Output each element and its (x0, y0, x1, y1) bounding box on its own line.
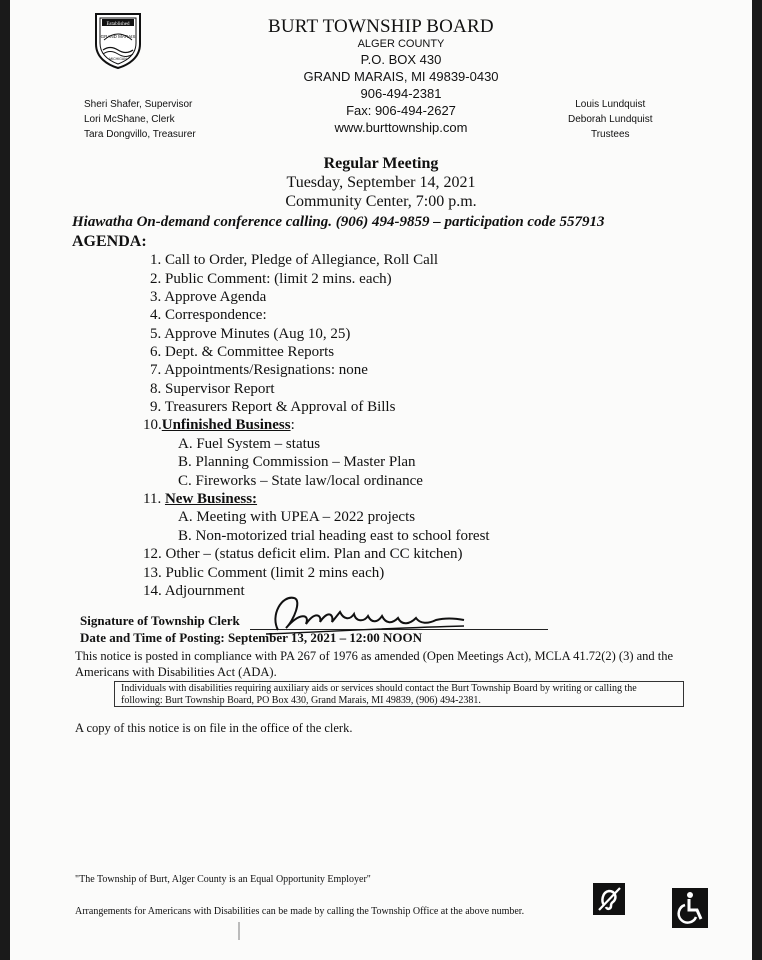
agenda-text: Correspondence: (165, 307, 267, 323)
agenda-number: 4. (150, 307, 162, 323)
trustees-list (568, 97, 653, 142)
agenda-letter: A. (178, 509, 193, 525)
agenda-text: Supervisor Report (165, 381, 275, 397)
officer-supervisor: Sheri Shafer, Supervisor (84, 99, 193, 110)
trustee-name: Louis Lundquist (575, 99, 646, 110)
agenda-subitem (178, 454, 416, 471)
officer-treasurer: Tara Dongvillo, Treasurer (84, 129, 196, 140)
city-line: GRAND MARAIS, MI 49839-0430 (303, 69, 499, 84)
fax-line: Fax: 906-494-2627 (346, 103, 456, 118)
agenda-number: 8. (150, 381, 162, 397)
po-box-line: P.O. BOX 430 (360, 52, 442, 67)
agenda-item (143, 546, 463, 563)
agenda-text: Adjournment (164, 583, 245, 599)
agenda-item (143, 491, 257, 508)
board-title: BURT TOWNSHIP BOARD (268, 16, 494, 37)
agenda-colon: : (290, 417, 295, 433)
meeting-title: Regular Meeting (323, 155, 439, 172)
agenda-text: Treasurers Report & Approval of Bills (164, 399, 396, 415)
agenda-item (150, 252, 438, 269)
agenda-subitem (178, 528, 490, 545)
agenda-text: Fireworks – State law/local ordinance (195, 473, 423, 489)
scan-mark (238, 922, 240, 940)
wheelchair-accessibility-icon (672, 888, 708, 928)
section-heading-unfinished: Unfinished Business (161, 417, 291, 433)
county-line: ALGER COUNTY (357, 38, 445, 50)
conference-call-info: Hiawatha On-demand conference calling. (906) 494-9859 – participation code 557913 (72, 214, 605, 230)
agenda-number: 13. (143, 565, 162, 581)
agenda-letter: C. (178, 473, 192, 489)
seal-text-bottom: MICHIGAN (109, 57, 127, 61)
agenda-number: 10. (143, 417, 162, 433)
signature-text: Lori McShane (260, 590, 266, 591)
agenda-letter: B. (178, 454, 192, 470)
agenda-item (150, 399, 395, 416)
website-line: www.burttownship.com (334, 120, 468, 135)
agenda-number: 9. (150, 399, 162, 415)
agenda-subitem (178, 509, 415, 526)
disability-notice-box: Individuals with disabilities requiring auxiliary aids or services should contact the Burt Township Board by writing or calling the following: Burt Township Board, PO Box 430, Grand Marais, MI 49839, (906) 494-2381. (114, 681, 684, 707)
agenda-number: 3. (150, 289, 162, 305)
officers-list (84, 97, 196, 142)
agenda-text: Other – (status deficit elim. Plan and CC kitchen) (165, 546, 463, 562)
phone-line: 906-494-2381 (360, 86, 442, 101)
agenda-item (150, 307, 267, 324)
agenda-text: Approve Agenda (164, 289, 267, 305)
trustees-label: Trustees (590, 129, 630, 140)
ada-arrangements-note: Arrangements for Americans with Disabilities can be made by calling the Township Office at the above number. (75, 906, 525, 917)
equal-opportunity-statement: "The Township of Burt, Alger County is an Equal Opportunity Employer" (75, 874, 371, 885)
agenda-number: 12. (143, 546, 162, 562)
agenda-letter: A. (178, 436, 193, 452)
meeting-location: Community Center, 7:00 p.m. (285, 193, 477, 210)
agenda-item (150, 271, 392, 288)
agenda-item (143, 583, 245, 600)
agenda-item (150, 344, 334, 361)
hearing-assistance-icon (593, 883, 625, 915)
meeting-date: Tuesday, September 14, 2021 (286, 174, 476, 191)
agenda-item (150, 362, 368, 379)
agenda-text: Public Comment: (limit 2 mins. each) (165, 271, 392, 287)
agenda-text: Public Comment (limit 2 mins each) (165, 565, 385, 581)
agenda-number: 6. (150, 344, 162, 360)
agenda-text: Fuel System – status (196, 436, 321, 452)
agenda-text: Call to Order, Pledge of Allegiance, Roll Call (165, 252, 439, 268)
agenda-item (143, 565, 384, 582)
agenda-number: 1. (150, 252, 162, 268)
agenda-letter: B. (178, 528, 192, 544)
notice-page (10, 0, 752, 960)
posting-date: Date and Time of Posting: September 13, 2021 – 12:00 NOON (80, 630, 422, 645)
officer-clerk: Lori McShane, Clerk (84, 114, 175, 125)
trustee-name: Deborah Lundquist (568, 114, 653, 125)
section-heading-new: New Business: (164, 491, 258, 507)
agenda-item (150, 289, 266, 306)
agenda-number: 7. (150, 362, 162, 378)
agenda-heading: AGENDA: (72, 233, 147, 250)
agenda-number: 14. (143, 583, 162, 599)
agenda-subitem (178, 473, 423, 490)
agenda-number: 5. (150, 326, 162, 342)
agenda-text: Approve Minutes (Aug 10, 25) (164, 326, 351, 342)
agenda-number: 2. (150, 271, 162, 287)
compliance-notice: This notice is posted in compliance with PA 267 of 1976 as amended (Open Meetings Act), MCLA 41.72(2) (3) and the Americans with Disabilities Act (ADA). (75, 649, 674, 679)
agenda-item (143, 417, 295, 434)
copy-on-file-note: A copy of this notice is on file in the office of the clerk. (75, 721, 353, 735)
agenda-number: 11. (143, 491, 162, 507)
agenda-text: Dept. & Committee Reports (165, 344, 335, 360)
agenda-text: Non-motorized trial heading east to school forest (195, 528, 490, 544)
agenda-subitem (178, 436, 320, 453)
agenda-text: Planning Commission – Master Plan (195, 454, 416, 470)
agenda-item (150, 381, 275, 398)
agenda-item (150, 326, 350, 343)
seal-text-top: Established (106, 22, 130, 27)
signature-label: Signature of Township Clerk (80, 613, 240, 628)
agenda-text: Meeting with UPEA – 2022 projects (196, 509, 416, 525)
seal-text-mid: GRAND MARAIS (100, 34, 136, 39)
agenda-text: Appointments/Resignations: none (164, 362, 368, 378)
